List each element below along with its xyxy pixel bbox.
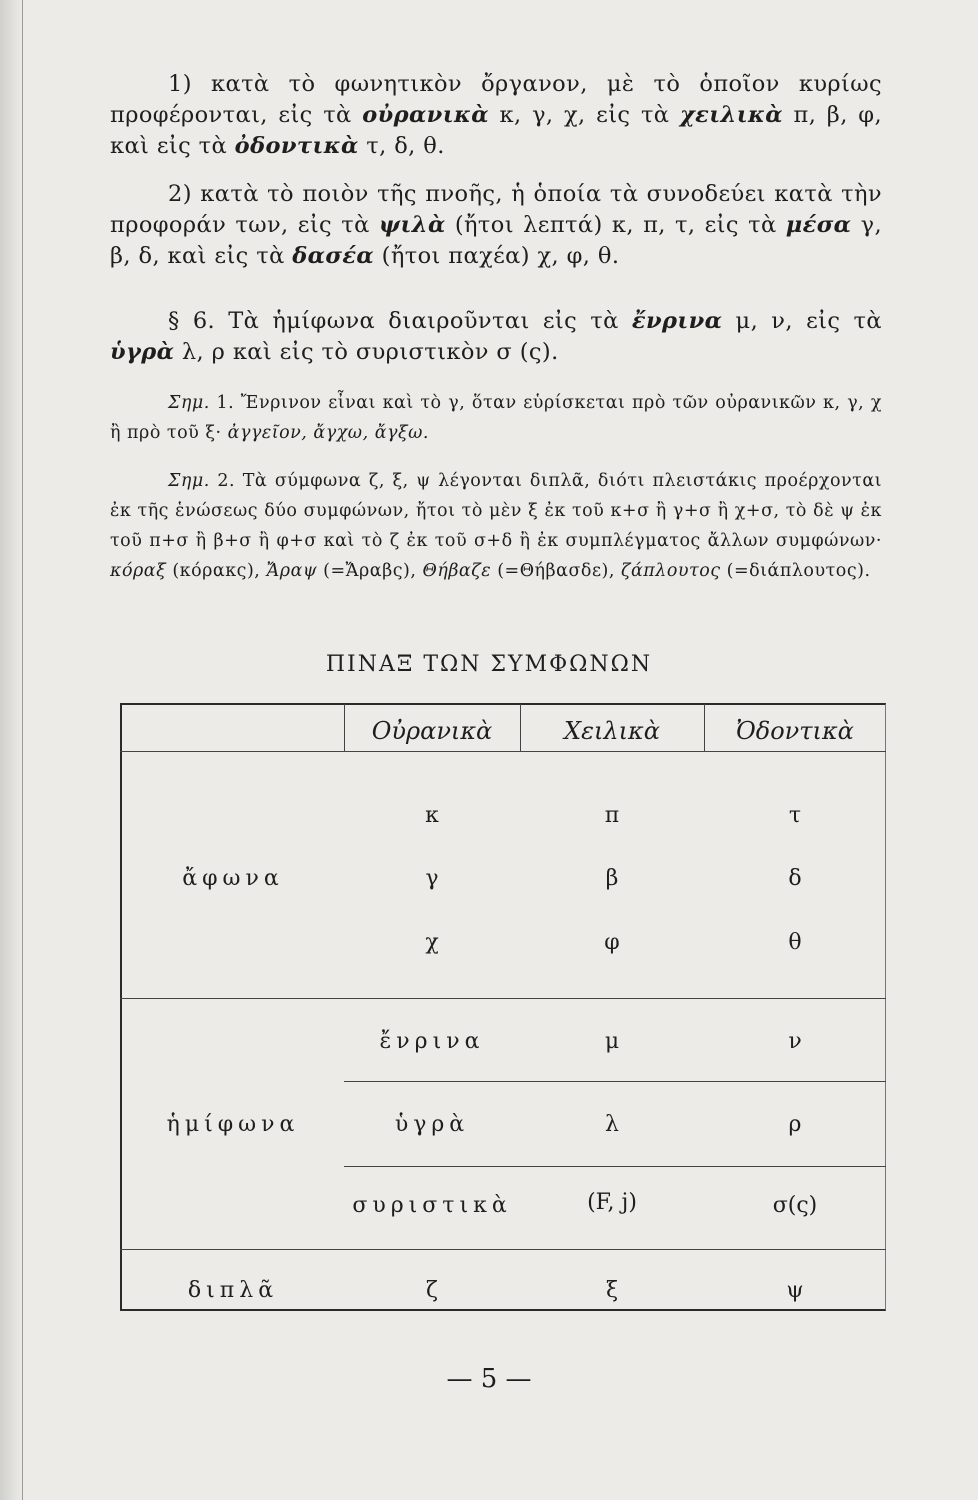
- paragraph-section-6: [110, 306, 882, 368]
- term-odontika: ὀδοντικὰ: [234, 133, 359, 159]
- header-rule: [120, 751, 886, 752]
- note-examples: ἀγγεῖον, ἄγχω, ἄγξω.: [227, 423, 429, 443]
- cell-dipla-dental: ψ: [786, 1278, 804, 1303]
- group-label-afona: ἄφωνα: [182, 866, 284, 891]
- cell-afona-dental: δ: [788, 866, 802, 891]
- text-run: 2) κατὰ τὸ ποιὸν τῆς πνοῆς, ἡ ὁποία τὰ συνοδεύει κατὰ τὴν προφοράν των, εἰς τὰ: [110, 181, 882, 238]
- text-run: 1) κατὰ τὸ φωνητικὸν ὄργανον, μὲ τὸ ὁποῖον κυρίως προφέρονται, εἰς τὰ: [110, 71, 882, 128]
- paragraph-breath-classification: [110, 179, 882, 272]
- subgroup-rule: [344, 1081, 886, 1082]
- cell-afona-dental: τ: [788, 803, 802, 828]
- cell-syristika-labial: (F, j): [587, 1190, 637, 1215]
- page-edge-line: [22, 0, 23, 1500]
- subgroup-ygra: ὑγρὰ: [394, 1112, 470, 1137]
- cell-afona-palatal: γ: [425, 866, 439, 891]
- page-number: — 5 —: [446, 1364, 532, 1394]
- group-rule: [120, 998, 886, 999]
- text-run: § 6. Τὰ ἡμίφωνα διαιροῦνται εἰς τὰ: [168, 308, 632, 334]
- subgroup-enrina: ἔνρινα: [379, 1029, 485, 1054]
- group-label-dipla: διπλᾶ: [187, 1278, 279, 1303]
- text-run: (=Θήβασδε),: [491, 561, 621, 581]
- text-run: τ, δ, θ.: [358, 133, 445, 159]
- header-ouranika: Οὐρανικὰ: [371, 717, 493, 745]
- cell-enrina-labial: μ: [604, 1029, 620, 1054]
- group-rule: [120, 1249, 886, 1250]
- cell-afona-labial: π: [604, 803, 620, 828]
- example-word: ζάπλουτος: [620, 561, 721, 581]
- text-run: (ἤτοι παχέα) χ, φ, θ.: [374, 243, 620, 269]
- cell-afona-palatal: κ: [425, 803, 439, 828]
- cell-dipla-palatal: ζ: [426, 1278, 438, 1303]
- header-odontika: Ὀδοντικὰ: [736, 717, 854, 745]
- text-run: μ, ν, εἰς τὰ: [722, 308, 882, 334]
- cell-ygra-dental: ρ: [788, 1112, 802, 1137]
- page-left-edge: [0, 0, 24, 1500]
- text-run: γ, β, δ, καὶ εἰς τὰ: [110, 212, 883, 269]
- example-word: Ἄραψ: [266, 561, 318, 581]
- term-ygra: ὑγρὰ: [110, 339, 175, 365]
- text-run: (=διάπλουτος).: [720, 561, 871, 581]
- group-label-imifona: ἡμίφωνα: [166, 1112, 300, 1137]
- cell-afona-labial: φ: [604, 930, 620, 955]
- subgroup-syristika: συριστικὰ: [352, 1193, 512, 1218]
- text-run: π, β, φ, καὶ εἰς τὰ: [110, 102, 882, 159]
- note-2: [110, 466, 882, 586]
- cell-dipla-labial: ξ: [605, 1278, 619, 1303]
- note-label: Σημ.: [168, 393, 210, 413]
- term-mesa: μέσα: [785, 212, 852, 238]
- subgroup-rule: [344, 1166, 886, 1167]
- term-cheilika: χειλικὰ: [679, 102, 783, 128]
- example-word: κόραξ: [110, 561, 167, 581]
- note-1: [110, 388, 882, 448]
- text-run: 1. Ἔνρινον εἶναι καὶ τὸ γ, ὅταν εὑρίσκεται πρὸ τῶν οὐρανικῶν κ, γ, χ ἢ πρὸ τοῦ ξ·: [110, 393, 882, 443]
- header-cheilika: Χειλικὰ: [564, 717, 660, 745]
- paragraph-organ-classification: [110, 69, 882, 162]
- cell-ygra-labial: λ: [605, 1112, 619, 1137]
- text-run: (ἤτοι λεπτά) κ, π, τ, εἰς τὰ: [445, 212, 786, 238]
- cell-enrina-dental: ν: [788, 1029, 802, 1054]
- cell-syristika-dental: σ(ς): [772, 1193, 818, 1218]
- consonant-table: [120, 703, 886, 1311]
- cell-afona-palatal: χ: [425, 930, 439, 955]
- text-run: 2. Τὰ σύμφωνα ζ, ξ, ψ λέγονται διπλᾶ, διότι πλειστάκις προέρχονται ἐκ τῆς ἑνώσεως δύο συμφώνων, ἤτοι τὸ μὲν ξ ἐκ τοῦ κ+σ ἢ γ+σ ἢ χ+σ, τὸ δὲ ψ ἐκ τοῦ π+σ ἢ β+σ ἢ φ+σ καὶ τὸ ζ ἐκ τοῦ σ+δ ἢ ἐκ συμπλέγματος ἄλλων συμφώνων·: [110, 471, 882, 551]
- note-label: Σημ.: [168, 471, 210, 491]
- term-dasea: δασέα: [292, 243, 375, 269]
- table-title: ΠΙΝΑΞ ΤΩΝ ΣΥΜΦΩΝΩΝ: [325, 652, 653, 677]
- term-enrina: ἔνρινα: [631, 308, 723, 334]
- term-ouranika: οὐρανικὰ: [362, 102, 489, 128]
- text-run: (=Ἄραβς),: [317, 561, 423, 581]
- cell-afona-dental: θ: [788, 930, 802, 955]
- cell-afona-labial: β: [605, 866, 619, 891]
- text-run: κ, γ, χ, εἰς τὰ: [488, 102, 680, 128]
- text-run: (κόρακς),: [166, 561, 267, 581]
- text-run: λ, ρ καὶ εἰς τὸ συριστικὸν σ (ς).: [174, 339, 559, 365]
- term-psila: ψιλὰ: [378, 212, 446, 238]
- example-word: Θήβαζε: [422, 561, 492, 581]
